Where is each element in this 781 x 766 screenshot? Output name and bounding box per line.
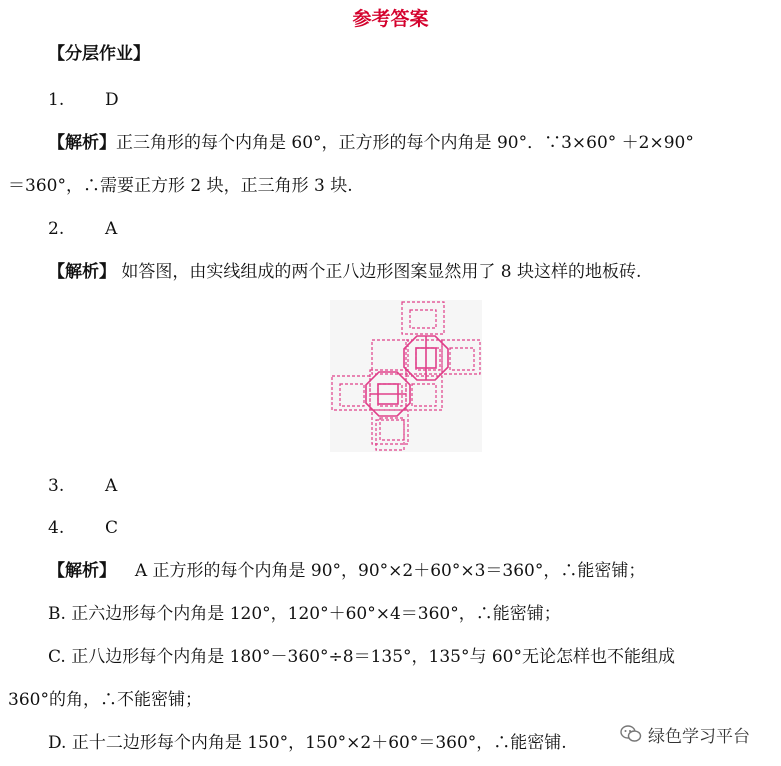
analysis-text: 如答图，由实线组成的两个正八边形图案显然用了 8 块这样的地板砖. <box>121 262 642 282</box>
analysis-tag: 【解析】 <box>48 561 116 581</box>
answer-letter: A <box>105 219 118 239</box>
q1-analysis-line-2: ＝360°，∴需要正方形 2 块，正三角形 3 块. <box>8 176 353 196</box>
question-number: 4. <box>48 518 65 538</box>
q4-analysis-b: B. 正六边形每个内角是 120°，120°＋60°×4＝360°，∴能密铺； <box>48 604 561 624</box>
q4-analysis-a <box>48 561 645 581</box>
q4-analysis-c-line-1: C. 正八边形每个内角是 180°－360°÷8＝135°，135°与 60°无论怎样也不能组成 <box>48 647 675 667</box>
question-number: 1. <box>48 90 65 110</box>
watermark-text: 绿色学习平台 <box>648 726 750 747</box>
answer-letter: C <box>105 518 119 538</box>
answer-letter: D <box>105 90 119 110</box>
q1-analysis-line-1 <box>48 133 694 153</box>
page-title: 参考答案 <box>352 8 429 30</box>
watermark <box>620 722 750 746</box>
question-4 <box>48 518 118 538</box>
question-number: 3. <box>48 476 65 496</box>
question-number: 2. <box>48 219 65 239</box>
analysis-text: A 正方形的每个内角是 90°，90°×2＋60°×3＝360°，∴能密铺； <box>134 561 646 581</box>
question-2 <box>48 219 117 239</box>
analysis-tag: 【解析】 <box>48 133 116 153</box>
answer-letter: A <box>105 476 118 496</box>
q2-analysis <box>48 262 641 282</box>
analysis-text: 正三角形的每个内角是 60°，正方形的每个内角是 90°．∵3×60° ＋2×90° <box>116 133 694 153</box>
wechat-icon <box>620 725 642 743</box>
q4-analysis-c-line-2: 360°的角，∴不能密铺； <box>8 690 202 710</box>
section-heading: 【分层作业】 <box>48 44 150 64</box>
question-3 <box>48 476 117 496</box>
octagon-tiling-diagram <box>330 300 482 452</box>
analysis-tag: 【解析】 <box>48 262 116 282</box>
q4-analysis-d: D. 正十二边形每个内角是 150°，150°×2＋60°＝360°，∴能密铺. <box>48 733 567 753</box>
question-1 <box>48 90 119 110</box>
